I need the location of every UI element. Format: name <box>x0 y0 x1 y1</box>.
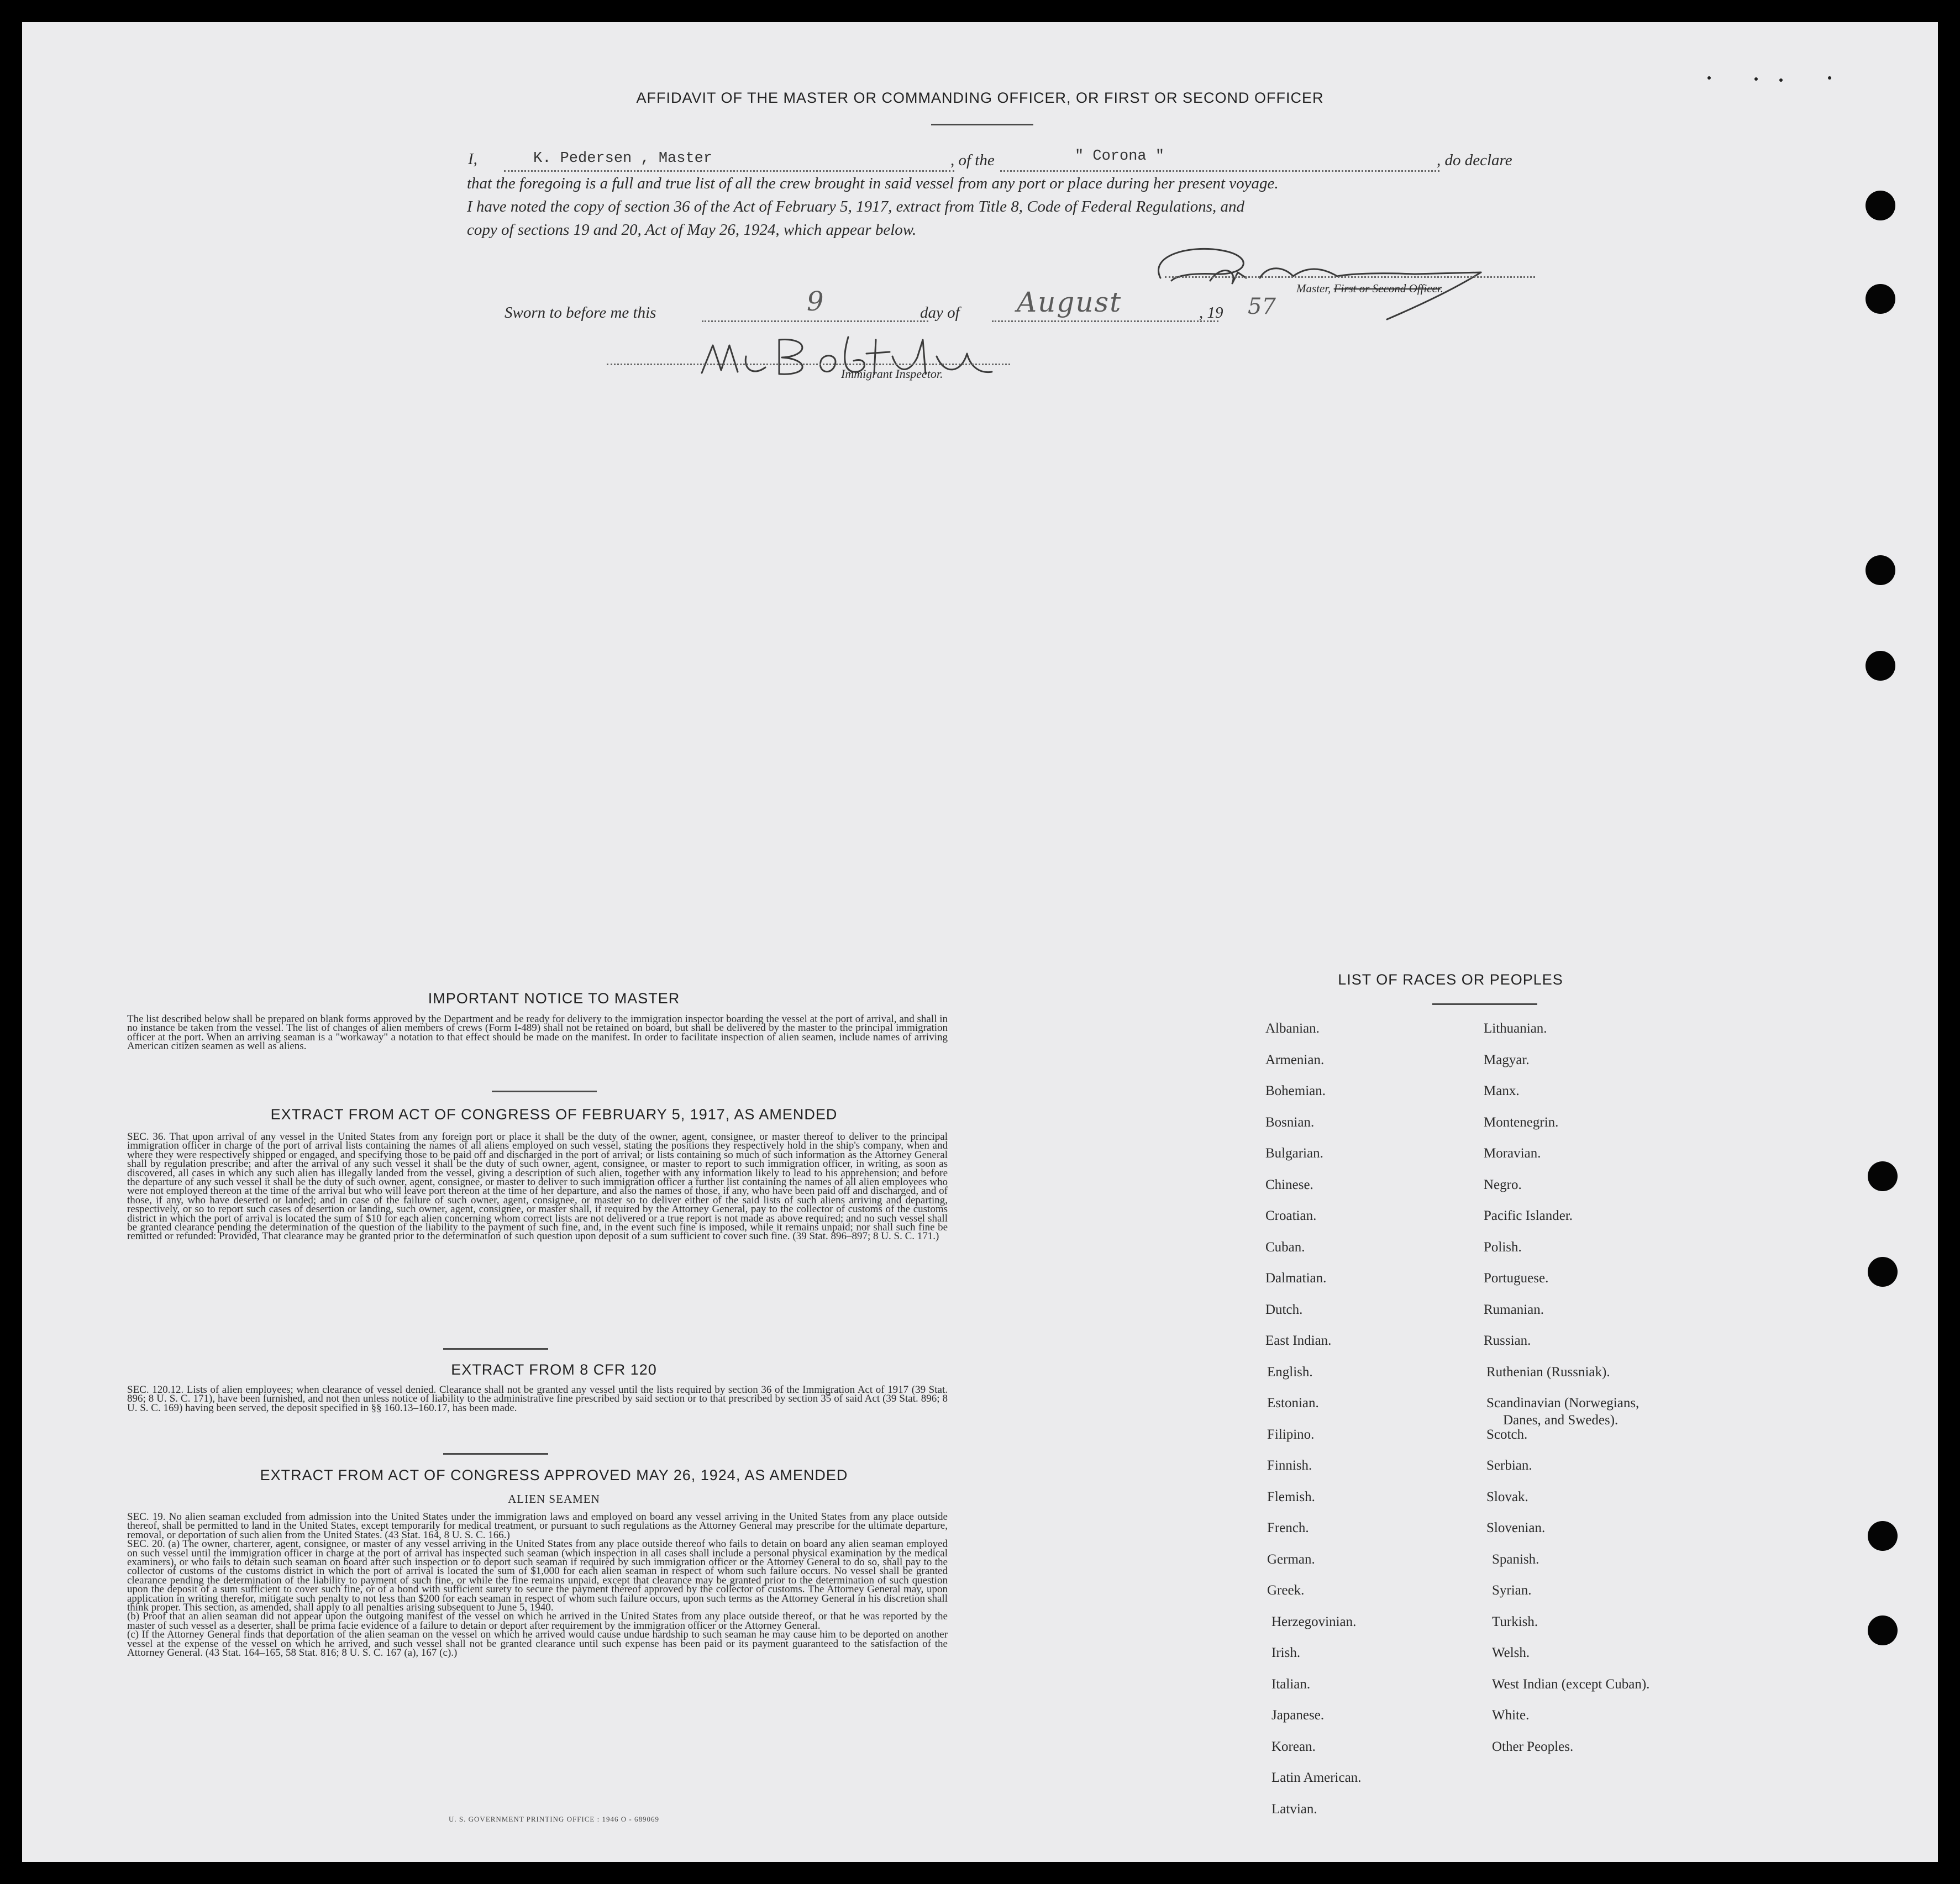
section-divider <box>443 1453 548 1455</box>
races-divider <box>1432 1003 1537 1005</box>
binder-hole <box>1866 555 1895 585</box>
affidavit-text-line-1: that the foregoing is a full and true list of all the crew brought in said vessel from any port or place during her present voyage. <box>467 175 1279 192</box>
caption-tail: . <box>1440 282 1443 295</box>
signature-caption <box>1296 282 1443 296</box>
binder-hole <box>1868 1615 1898 1645</box>
binder-hole <box>1866 651 1895 681</box>
race-item: German. <box>1267 1551 1315 1567</box>
race-item: Slovenian. <box>1486 1520 1546 1535</box>
sec-20a-text: SEC. 20. (a) The owner, charterer, agent, consignee, or master of any vessel arriving in the United States from any place outside thereof who fails to detain on board any alien seaman employed on such vessel until the immigration officer in charge at the port of arrival has inspected such seaman (which inspection in all cases shall include a personal physical examination by the medical examiners), or who fails to detain such seaman on board after such inspection or to deport such seaman if required by such immigration officer or the Attorney General to do so, shall pay to the collector of customs of the customs district in which the port of arrival is located the sum of $1,000 for each alien seaman in respect of whom such failure occurs. No vessel shall be granted clearance pending the determination of the liability to payment of such fine, or while the fine remains unpaid, except that clearance may be granted prior to the determination of such question upon the deposit of a sum sufficient to cover such fine, or of a bond with sufficient surety to secure the payment thereof approved by the collector of customs. The Attorney General may, upon application in writing therefor, mitigate such penalty to not less than $200 for each seaman in respect of whom such failure occurs, upon such terms as the Attorney General in his discretion shall think proper. This section, as amended, shall apply to all penalties arising subsequent to June 5, 1940. <box>127 1538 948 1614</box>
race-item: Croatian. <box>1265 1208 1317 1223</box>
race-item: Italian. <box>1271 1676 1311 1692</box>
race-item: Albanian. <box>1265 1021 1320 1036</box>
race-item: French. <box>1267 1520 1309 1535</box>
race-item: Moravian. <box>1484 1146 1541 1161</box>
race-item: Polish. <box>1484 1239 1522 1255</box>
race-item: Syrian. <box>1492 1583 1532 1598</box>
affidavit-title: AFFIDAVIT OF THE MASTER OR COMMANDING OFFICER, OR FIRST OR SECOND OFFICER <box>636 90 1324 106</box>
caption-struck-officer: First or Second Officer <box>1333 282 1441 295</box>
vessel-line <box>1000 170 1439 172</box>
affidavit-i-label: I, <box>468 150 477 168</box>
race-item: Montenegrin. <box>1484 1114 1559 1130</box>
vessel-name-field: " Corona " <box>1075 148 1165 165</box>
speck <box>1707 76 1711 80</box>
race-item: Ruthenian (Russniak). <box>1486 1364 1610 1380</box>
race-item: Irish. <box>1271 1645 1301 1660</box>
printing-office-imprint: U. S. GOVERNMENT PRINTING OFFICE : 1946 O - 689069 <box>449 1815 659 1823</box>
race-item: Rumanian. <box>1484 1302 1544 1317</box>
section-divider <box>492 1091 597 1092</box>
race-item: Bosnian. <box>1265 1114 1315 1130</box>
binder-hole <box>1866 284 1895 314</box>
year-prefix: , 19 <box>1199 304 1223 322</box>
affidavit-text-line-2: I have noted the copy of section 36 of the Act of February 5, 1917, extract from Title 8, Code of Federal Regulations, and <box>467 198 1245 215</box>
do-declare-label: , do declare <box>1437 151 1512 169</box>
race-item: Armenian. <box>1265 1052 1325 1067</box>
sworn-month-handwritten: August <box>1017 286 1122 318</box>
day-line <box>702 320 928 322</box>
binder-hole <box>1866 191 1895 220</box>
races-title: LIST OF RACES OR PEOPLES <box>1338 971 1563 988</box>
race-item: Manx. <box>1484 1083 1520 1098</box>
extract-1917-title: EXTRACT FROM ACT OF CONGRESS OF FEBRUARY 5, 1917, AS AMENDED <box>270 1106 838 1123</box>
race-item: Serbian. <box>1486 1458 1532 1473</box>
race-item: Herzegovinian. <box>1271 1614 1357 1629</box>
race-item: Bulgarian. <box>1265 1146 1323 1161</box>
race-item: East Indian. <box>1265 1333 1332 1348</box>
race-item: Other Peoples. <box>1492 1739 1574 1754</box>
speck <box>1828 76 1831 80</box>
form-sheet <box>22 22 1938 1862</box>
year-suffix-handwritten: 57 <box>1248 294 1276 319</box>
sworn-day-handwritten: 9 <box>807 286 824 317</box>
race-item: Slovak. <box>1486 1489 1528 1504</box>
sec-19-text: SEC. 19. No alien seaman excluded from admission into the United States under the immigration laws and employed on board any vessel arriving in the United States from any place outside thereof, shall be permitted to land in the United States, except temporarily for medical treatment, or pursuant to such regulations as the Attorney General may prescribe for the ultimate departure, removal, or deportation of such alien from the United States. (43 Stat. 164, 8 U. S. C. 166.) <box>127 1511 948 1541</box>
race-item: Estonian. <box>1267 1396 1319 1411</box>
race-item: Flemish. <box>1267 1489 1315 1504</box>
race-item: Lithuanian. <box>1484 1021 1547 1036</box>
race-item: Portuguese. <box>1484 1271 1549 1286</box>
race-item: Pacific Islander. <box>1484 1208 1573 1223</box>
race-item: Latvian. <box>1271 1801 1317 1817</box>
sec-20b-text: (b) Proof that an alien seaman did not appear upon the outgoing manifest of the vessel on which he arrived in the United States from any place outside thereof, or that he was reported by the master of such vessel as a deserter, shall be prima facie evidence of a failure to detain or deport after requirement by the immigration officer or the Attorney General. <box>127 1611 948 1632</box>
of-the-label: , of the <box>950 151 995 169</box>
binder-hole <box>1868 1521 1898 1551</box>
race-item: Welsh. <box>1492 1645 1530 1660</box>
extract-1917-text: SEC. 36. That upon arrival of any vessel in the United States from any foreign port or place it shall be the duty of the owner, agent, consignee, or master thereof to deliver to the principal immigration officer in charge of the port of arrival lists containing the names of all aliens employed on such vessel, stating the positions they respectively hold in the ship's company, when and where they were respectively shipped or engaged, and specifying those to be paid off and discharged in the port of arrival; or lists containing so much of such information as the Attorney General shall by regulation prescribe; and after the arrival of any such vessel it shall be the duty of such owner, agent, consignee, or master to report to such immigration officer, in writing, as soon as discovered, all cases in which any such alien has illegally landed from the vessel, giving a description of such alien, together with any information likely to lead to his apprehension; and before the departure of any such vessel it shall be the duty of such owner, agent, consignee, or master to deliver to such immigration officer a further list containing the names of all alien employees who were not employed thereon at the time of the arrival but who will leave port thereon at the time of her departure, and also the names of those, if any, who have been paid off and discharged, and of those, if any, who have deserted or landed; and in case of the failure of such owner, agent, consignee, or master so to deliver either of the said lists of such aliens arriving and departing, respectively, or so to report such cases of desertion or landing, such owner, agent, consignee, or master shall, if required by the Attorney General, pay to the collector of customs of the customs district in which the port of arrival is located the sum of $10 for each alien concerning whom correct lists are not delivered or a true report is not made as above required; and no such vessel shall be granted clearance pending the determination of the question of the liability to the payment of such fine, and, in the event such fine is imposed, while it remains unpaid; nor shall such fine be remitted or refunded: Provided, That clearance may be granted prior to the determination of such question upon deposit of a sum sufficient to cover such fine. (39 Stat. 896–897; 8 U. S. C. 171.) <box>127 1131 948 1243</box>
race-item: Turkish. <box>1492 1614 1538 1629</box>
extract-cfr-text: SEC. 120.12. Lists of alien employees; when clearance of vessel denied. Clearance shall not be granted any vessel until the lists required by section 36 of the Immigration Act of 1917 (39 Stat. 896; 8 U. S. C. 171), have been furnished, and not then unless notice of liability to the administrative fine prescribed by said section or to that prescribed by section 35 of said Act (39 Stat. 896; 8 U. S. C. 169) having been served, the deposit specified in §§ 160.13–160.17, has been made. <box>127 1384 948 1414</box>
race-item: Danes, and Swedes). <box>1503 1413 1619 1428</box>
alien-seamen-subtitle: ALIEN SEAMEN <box>508 1492 600 1506</box>
speck <box>1779 78 1783 82</box>
sworn-label: Sworn to before me this <box>505 304 656 322</box>
inspector-caption: Immigrant Inspector. <box>841 367 943 381</box>
caption-master: Master, <box>1296 282 1331 295</box>
name-line <box>504 170 954 172</box>
speck <box>1754 77 1758 81</box>
notice-title: IMPORTANT NOTICE TO MASTER <box>428 990 680 1007</box>
race-item: Latin American. <box>1271 1770 1362 1785</box>
affidavit-text-line-3: copy of sections 19 and 20, Act of May 26, 1924, which appear below. <box>467 221 917 239</box>
race-item: Magyar. <box>1484 1052 1530 1067</box>
sec-20c-text: (c) If the Attorney General finds that deportation of the alien seaman on the vessel on which he arrived would cause undue hardship to such seaman he may cause him to be deported on another vessel at the expense of the vessel on which he arrived, and such vessel shall not be granted clearance until such expense has been paid or its payment guaranteed to the satisfaction of the Attorney General. (43 Stat. 164–165, 58 Stat. 816; 8 U. S. C. 167 (a), 167 (c).) <box>127 1629 948 1659</box>
race-item: Filipino. <box>1267 1427 1315 1442</box>
race-item: Dutch. <box>1265 1302 1303 1317</box>
race-item: Negro. <box>1484 1177 1522 1192</box>
extract-cfr-title: EXTRACT FROM 8 CFR 120 <box>451 1361 657 1378</box>
race-item: Bohemian. <box>1265 1083 1326 1098</box>
race-item: Korean. <box>1271 1739 1316 1754</box>
race-item: Greek. <box>1267 1583 1305 1598</box>
inspector-signature-line <box>607 364 1010 365</box>
race-item: Spanish. <box>1492 1551 1539 1567</box>
extract-1924-body <box>127 1513 948 1658</box>
race-item: Japanese. <box>1271 1708 1325 1723</box>
race-item: English. <box>1267 1364 1313 1380</box>
section-divider <box>443 1348 548 1350</box>
race-item: Chinese. <box>1265 1177 1313 1192</box>
notice-text: The list described below shall be prepared on blank forms approved by the Department and be ready for delivery to the immigration inspector boarding the vessel at the port of arrival, and shall in no instance be taken from the vessel. The list of changes of alien members of crews (Form I-489) shall not be retained on board, but shall be delivered by the master to the principal immigration officer at the port. When an arriving seaman is a "workaway" a notation to that effect should be made on the manifest. In order to facilitate inspection of alien seamen, include names of arriving American citizen seamen as well as aliens. <box>127 1013 948 1052</box>
extract-1924-title: EXTRACT FROM ACT OF CONGRESS APPROVED MAY 26, 1924, AS AMENDED <box>260 1467 848 1483</box>
race-item: Finnish. <box>1267 1458 1312 1473</box>
binder-hole <box>1868 1257 1898 1287</box>
month-line <box>992 320 1218 322</box>
master-signature-line <box>1165 276 1535 278</box>
race-item: West Indian (except Cuban). <box>1492 1676 1650 1692</box>
race-item: Cuban. <box>1265 1239 1305 1255</box>
master-name-field: K. Pedersen , Master <box>533 150 713 167</box>
race-item: Dalmatian. <box>1265 1271 1327 1286</box>
race-item: Scotch. <box>1486 1427 1528 1442</box>
race-item: Scandinavian (Norwegians, <box>1486 1396 1640 1411</box>
day-of-label: day of <box>920 304 960 322</box>
binder-hole <box>1868 1161 1898 1191</box>
title-divider <box>931 124 1033 125</box>
race-item: White. <box>1492 1708 1530 1723</box>
race-item: Russian. <box>1484 1333 1531 1348</box>
